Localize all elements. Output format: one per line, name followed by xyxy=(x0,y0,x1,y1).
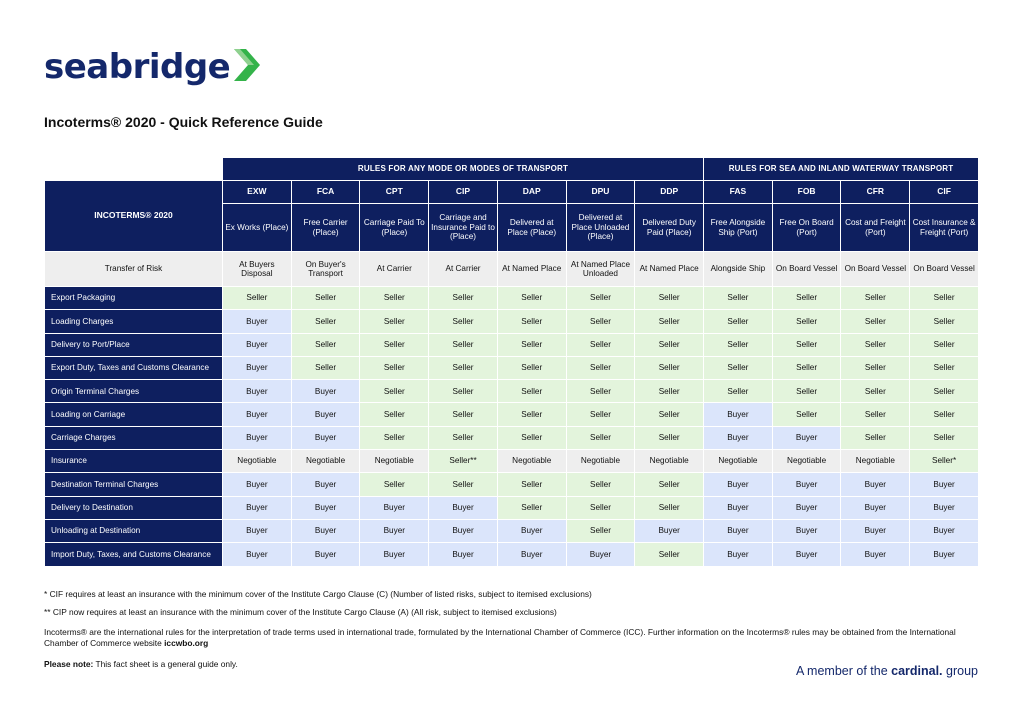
table-cell: Seller xyxy=(841,287,909,309)
table-cell: Negotiable xyxy=(635,450,703,472)
table-cell: Negotiable xyxy=(704,450,772,472)
table-cell: Buyer xyxy=(498,543,566,565)
cip-footnote: ** CIP now requires at least an insurance with the minimum cover of the Institute Cargo Clause (A) (All risk, subject to itemised exclusions) xyxy=(44,607,557,617)
incoterms-table xyxy=(44,157,979,567)
table-cell: Buyer xyxy=(704,427,772,449)
member-of-cardinal xyxy=(796,664,978,678)
table-cell: Seller xyxy=(429,473,497,495)
table-cell: Seller xyxy=(635,287,703,309)
table-cell: Seller xyxy=(498,403,566,425)
table-cell: Buyer xyxy=(841,520,909,542)
member-suffix: group xyxy=(942,664,978,678)
table-cell: Seller xyxy=(498,357,566,379)
table-cell: Seller xyxy=(635,334,703,356)
row-label: Destination Terminal Charges xyxy=(45,473,222,495)
table-cell: Buyer xyxy=(360,520,428,542)
table-cell: Seller xyxy=(292,357,360,379)
term-name-cip: Carriage and Insurance Paid to (Place) xyxy=(429,204,497,251)
table-cell: Seller xyxy=(910,427,978,449)
term-code-row xyxy=(45,181,978,203)
cardinal-brand: cardinal. xyxy=(891,664,943,678)
table-cell: Seller xyxy=(360,427,428,449)
table-cell: Negotiable xyxy=(567,450,635,472)
row-label: Delivery to Port/Place xyxy=(45,334,222,356)
table-row xyxy=(45,450,978,472)
table-cell: Seller xyxy=(429,380,497,402)
table-cell: Seller xyxy=(635,357,703,379)
table-cell: Seller xyxy=(910,380,978,402)
icc-website-link[interactable]: iccwbo.org xyxy=(164,638,209,648)
table-cell: Buyer xyxy=(773,497,841,519)
table-cell: Buyer xyxy=(292,543,360,565)
risk-cell-ddp: At Named Place xyxy=(635,252,703,286)
table-cell: Seller xyxy=(773,334,841,356)
table-cell: Seller xyxy=(841,310,909,332)
group-header-row xyxy=(45,158,978,180)
table-cell: Seller xyxy=(567,287,635,309)
table-cell: Seller xyxy=(841,380,909,402)
table-cell: Buyer xyxy=(292,403,360,425)
risk-cell-fca: On Buyer's Transport xyxy=(292,252,360,286)
table-cell: Negotiable xyxy=(841,450,909,472)
table-cell: Seller xyxy=(567,310,635,332)
table-cell: Buyer xyxy=(841,473,909,495)
table-cell: Buyer xyxy=(773,427,841,449)
table-cell: Buyer xyxy=(773,543,841,565)
table-cell: Seller xyxy=(429,334,497,356)
term-code-cip: CIP xyxy=(429,181,497,203)
table-cell: Buyer xyxy=(704,473,772,495)
row-label: Loading on Carriage xyxy=(45,403,222,425)
table-cell: Seller xyxy=(360,403,428,425)
table-cell: Seller xyxy=(498,497,566,519)
table-cell: Seller xyxy=(910,310,978,332)
table-cell: Buyer xyxy=(223,334,291,356)
logo-text: seabridge xyxy=(44,47,231,87)
table-cell: Buyer xyxy=(773,473,841,495)
incoterms-info xyxy=(44,627,984,649)
term-code-ddp: DDP xyxy=(635,181,703,203)
transfer-of-risk-label: Transfer of Risk xyxy=(45,252,222,286)
table-cell: Seller xyxy=(773,357,841,379)
table-cell: Seller xyxy=(498,310,566,332)
row-label: Loading Charges xyxy=(45,310,222,332)
table-cell: Seller xyxy=(567,427,635,449)
table-cell: Negotiable xyxy=(223,450,291,472)
table-cell: Buyer xyxy=(704,543,772,565)
table-row xyxy=(45,473,978,495)
table-cell: Buyer xyxy=(910,497,978,519)
table-cell: Seller xyxy=(567,357,635,379)
table-cell: Seller xyxy=(910,403,978,425)
table-cell: Buyer xyxy=(223,473,291,495)
row-label: Carriage Charges xyxy=(45,427,222,449)
term-code-cif: CIF xyxy=(910,181,978,203)
table-row xyxy=(45,334,978,356)
table-cell: Buyer xyxy=(567,543,635,565)
table-cell: Buyer xyxy=(910,543,978,565)
table-cell: Seller xyxy=(635,427,703,449)
term-name-fob: Free On Board (Port) xyxy=(773,204,841,251)
table-cell: Seller xyxy=(429,427,497,449)
risk-cell-fob: On Board Vessel xyxy=(773,252,841,286)
table-cell: Seller xyxy=(910,357,978,379)
table-cell: Buyer xyxy=(360,543,428,565)
table-cell: Seller xyxy=(773,310,841,332)
risk-cell-dap: At Named Place xyxy=(498,252,566,286)
term-name-exw: Ex Works (Place) xyxy=(223,204,291,251)
table-cell: Seller xyxy=(429,357,497,379)
table-cell: Seller xyxy=(292,334,360,356)
table-cell: Seller xyxy=(292,287,360,309)
term-code-cpt: CPT xyxy=(360,181,428,203)
table-cell: Negotiable xyxy=(292,450,360,472)
table-cell: Seller xyxy=(704,287,772,309)
table-cell: Seller xyxy=(910,287,978,309)
table-row xyxy=(45,403,978,425)
table-cell: Seller** xyxy=(429,450,497,472)
term-name-dpu: Delivered at Place Unloaded (Place) xyxy=(567,204,635,251)
table-row xyxy=(45,287,978,309)
table-cell: Buyer xyxy=(429,497,497,519)
table-cell: Seller xyxy=(841,334,909,356)
term-code-fca: FCA xyxy=(292,181,360,203)
table-cell: Seller xyxy=(498,380,566,402)
table-cell: Buyer xyxy=(773,520,841,542)
table-cell: Seller xyxy=(635,403,703,425)
table-cell: Seller xyxy=(567,473,635,495)
table-cell: Seller xyxy=(429,310,497,332)
table-cell: Seller* xyxy=(910,450,978,472)
table-cell: Buyer xyxy=(223,357,291,379)
term-code-dpu: DPU xyxy=(567,181,635,203)
table-cell: Seller xyxy=(292,310,360,332)
table-cell: Buyer xyxy=(360,497,428,519)
table-cell: Buyer xyxy=(292,520,360,542)
row-label: Delivery to Destination xyxy=(45,497,222,519)
table-cell: Buyer xyxy=(910,520,978,542)
row-label: Import Duty, Taxes, and Customs Clearance xyxy=(45,543,222,565)
page-title: Incoterms® 2020 - Quick Reference Guide xyxy=(44,114,323,130)
risk-cell-exw: At Buyers Disposal xyxy=(223,252,291,286)
table-row xyxy=(45,520,978,542)
table-row xyxy=(45,380,978,402)
risk-cell-cip: At Carrier xyxy=(429,252,497,286)
table-cell: Seller xyxy=(223,287,291,309)
table-cell: Seller xyxy=(360,310,428,332)
table-cell: Buyer xyxy=(704,497,772,519)
table-cell: Seller xyxy=(567,380,635,402)
table-cell: Seller xyxy=(360,357,428,379)
table-cell: Seller xyxy=(567,334,635,356)
table-cell: Seller xyxy=(498,427,566,449)
table-cell: Negotiable xyxy=(498,450,566,472)
table-cell: Seller xyxy=(498,473,566,495)
table-cell: Buyer xyxy=(292,427,360,449)
table-cell: Buyer xyxy=(429,520,497,542)
risk-cell-cfr: On Board Vessel xyxy=(841,252,909,286)
table-cell: Seller xyxy=(773,287,841,309)
term-name-fca: Free Carrier (Place) xyxy=(292,204,360,251)
chevron-logo-icon xyxy=(232,47,262,83)
table-cell: Seller xyxy=(360,334,428,356)
table-cell: Seller xyxy=(567,497,635,519)
table-cell: Seller xyxy=(635,310,703,332)
table-cell: Buyer xyxy=(704,520,772,542)
table-cell: Seller xyxy=(360,380,428,402)
table-cell: Seller xyxy=(841,427,909,449)
table-cell: Seller xyxy=(704,334,772,356)
table-cell: Seller xyxy=(704,310,772,332)
table-cell: Seller xyxy=(635,473,703,495)
table-cell: Buyer xyxy=(292,380,360,402)
table-cell: Seller xyxy=(635,543,703,565)
table-row xyxy=(45,427,978,449)
row-label: Insurance xyxy=(45,450,222,472)
table-cell: Buyer xyxy=(223,543,291,565)
table-cell: Seller xyxy=(773,380,841,402)
table-cell: Buyer xyxy=(223,403,291,425)
table-cell: Buyer xyxy=(223,310,291,332)
table-cell: Buyer xyxy=(292,497,360,519)
table-cell: Seller xyxy=(498,287,566,309)
term-code-exw: EXW xyxy=(223,181,291,203)
table-cell: Negotiable xyxy=(360,450,428,472)
table-cell: Buyer xyxy=(704,403,772,425)
table-cell: Buyer xyxy=(223,380,291,402)
term-code-cfr: CFR xyxy=(841,181,909,203)
table-row xyxy=(45,543,978,565)
risk-cell-cpt: At Carrier xyxy=(360,252,428,286)
risk-cell-fas: Alongside Ship xyxy=(704,252,772,286)
risk-cell-dpu: At Named Place Unloaded xyxy=(567,252,635,286)
cif-footnote: * CIF requires at least an insurance with the minimum cover of the Institute Cargo Clause (C) (Number of listed risks, subject to itemised exclusions) xyxy=(44,589,592,599)
table-cell: Buyer xyxy=(292,473,360,495)
header-blank-cell xyxy=(45,158,222,180)
table-cell: Seller xyxy=(704,357,772,379)
table-cell: Seller xyxy=(567,520,635,542)
term-name-cpt: Carriage Paid To (Place) xyxy=(360,204,428,251)
table-cell: Seller xyxy=(567,403,635,425)
group-any-mode: RULES FOR ANY MODE OR MODES OF TRANSPORT xyxy=(223,158,703,180)
term-name-cif: Cost Insurance & Freight (Port) xyxy=(910,204,978,251)
table-cell: Seller xyxy=(910,334,978,356)
table-cell: Seller xyxy=(635,497,703,519)
please-note-label: Please note: xyxy=(44,659,94,669)
row-label: Export Duty, Taxes and Customs Clearance xyxy=(45,357,222,379)
please-note-text: This fact sheet is a general guide only. xyxy=(93,659,238,669)
table-cell: Seller xyxy=(635,380,703,402)
transfer-of-risk-row xyxy=(45,252,978,286)
row-label: Unloading at Destination xyxy=(45,520,222,542)
table-cell: Buyer xyxy=(223,520,291,542)
table-cell: Buyer xyxy=(635,520,703,542)
row-label: Export Packaging xyxy=(45,287,222,309)
incoterms-info-text: Incoterms® are the international rules for the interpretation of trade terms used in international trade, formulated by the International Chamber of Commerce (ICC). Further information on the Incoterms® rules may be obtained from the International Chamber of Commerce website xyxy=(44,627,956,648)
table-cell: Buyer xyxy=(223,427,291,449)
group-sea-waterway: RULES FOR SEA AND INLAND WATERWAY TRANSPORT xyxy=(704,158,978,180)
table-cell: Negotiable xyxy=(773,450,841,472)
table-row xyxy=(45,310,978,332)
table-cell: Seller xyxy=(773,403,841,425)
table-cell: Seller xyxy=(841,357,909,379)
table-row xyxy=(45,357,978,379)
term-name-ddp: Delivered Duty Paid (Place) xyxy=(635,204,703,251)
table-row xyxy=(45,497,978,519)
term-name-dap: Delivered at Place (Place) xyxy=(498,204,566,251)
term-code-fas: FAS xyxy=(704,181,772,203)
risk-cell-cif: On Board Vessel xyxy=(910,252,978,286)
member-prefix: A member of the xyxy=(795,664,892,678)
table-cell: Seller xyxy=(429,287,497,309)
table-cell: Seller xyxy=(704,380,772,402)
table-cell: Seller xyxy=(360,287,428,309)
seabridge-logo xyxy=(44,40,262,87)
table-cell: Seller xyxy=(841,403,909,425)
table-cell: Buyer xyxy=(429,543,497,565)
term-name-fas: Free Alongside Ship (Port) xyxy=(704,204,772,251)
row-label: Origin Terminal Charges xyxy=(45,380,222,402)
term-code-dap: DAP xyxy=(498,181,566,203)
table-cell: Seller xyxy=(429,403,497,425)
incoterms-corner-label: INCOTERMS® 2020 xyxy=(45,181,222,251)
table-cell: Buyer xyxy=(223,497,291,519)
table-cell: Seller xyxy=(360,473,428,495)
table-cell: Buyer xyxy=(498,520,566,542)
table-cell: Seller xyxy=(498,334,566,356)
table-cell: Buyer xyxy=(841,497,909,519)
term-name-cfr: Cost and Freight (Port) xyxy=(841,204,909,251)
table-cell: Buyer xyxy=(841,543,909,565)
table-cell: Buyer xyxy=(910,473,978,495)
term-code-fob: FOB xyxy=(773,181,841,203)
